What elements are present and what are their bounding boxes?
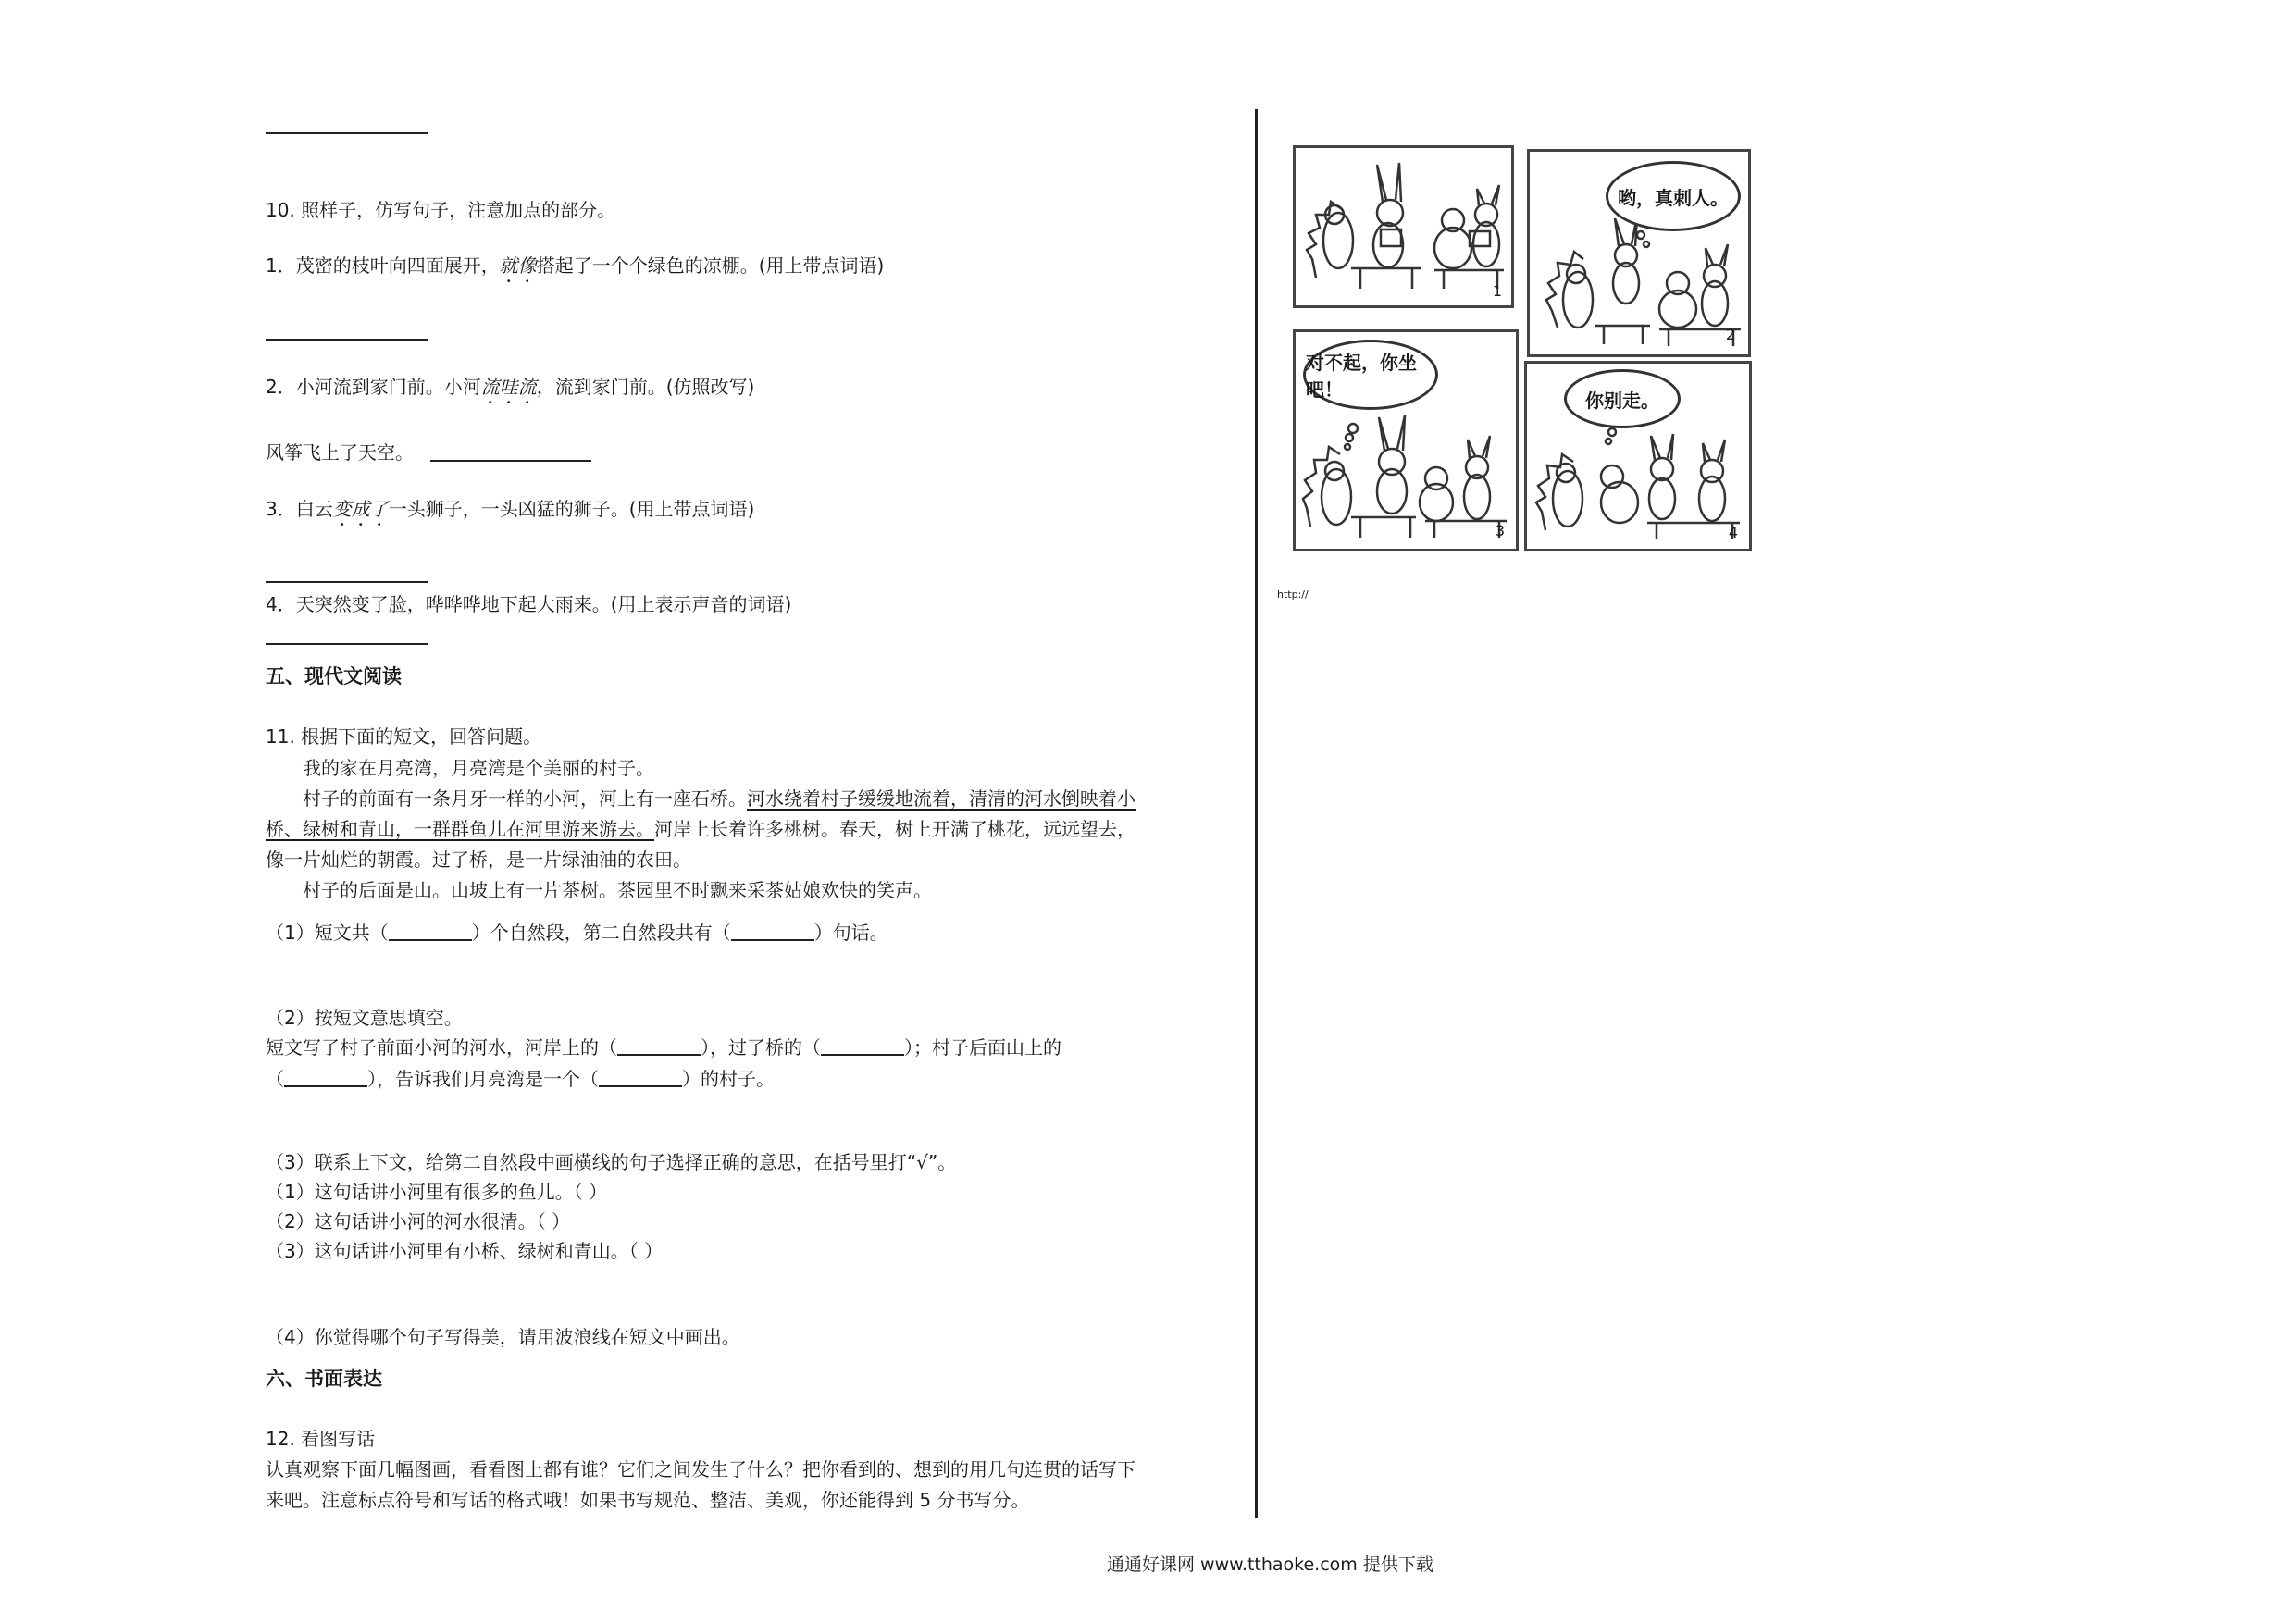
q10-item1-post: 搭起了一个个绿色的凉棚。(用上带点词语) bbox=[536, 254, 885, 277]
blank[interactable] bbox=[284, 1069, 367, 1087]
image-url-label: http:// bbox=[1277, 588, 1309, 601]
q10-item2-prompt bbox=[266, 439, 414, 466]
passage-p2-line3: 像一片灿烂的朝霞。过了桥，是一片绿油油的农田。 bbox=[266, 849, 691, 871]
speech-bubble bbox=[1303, 340, 1438, 410]
sq1-b: ）个自然段，第二自然段共有（ bbox=[471, 922, 731, 944]
q10-item1-pre: 1．茂密的枝叶向四面展开， bbox=[266, 254, 500, 277]
answer-line[interactable] bbox=[266, 643, 428, 645]
q10-item2-prompt-text: 风筝飞上了天空。 bbox=[266, 441, 414, 464]
q10-item2-post: ，流到家门前。(仿照改写) bbox=[536, 376, 755, 398]
sq2-l1-a: 短文写了村子前面小河的河水，河岸上的（ bbox=[266, 1036, 617, 1059]
sub-question-3-option-3: （3）这句话讲小河里有小桥、绿树和青山。（ ） bbox=[266, 1240, 664, 1262]
blank[interactable] bbox=[389, 923, 472, 941]
sub-question-2-line2 bbox=[266, 1065, 775, 1093]
passage-p2-b: 河岸上长着许多桃树。春天，树上开满了桃花，远远望去， bbox=[654, 818, 1136, 840]
passage-p1: 我的家在月亮湾，月亮湾是个美丽的村子。 bbox=[303, 757, 654, 779]
q10-item3 bbox=[266, 495, 754, 530]
passage-p2-line2 bbox=[266, 815, 1136, 843]
passage-p3: 村子的后面是山。山坡上有一片茶树。茶园里不时飘来采茶姑娘欢快的笑声。 bbox=[303, 879, 932, 901]
speech-bubble bbox=[1564, 369, 1681, 428]
sq2-l1-c: ）；村子后面山上的 bbox=[904, 1036, 1061, 1059]
sq2-l1-b: ），过了桥的（ bbox=[701, 1036, 821, 1059]
comic-panel-2 bbox=[1527, 149, 1751, 357]
sub-question-3-title: （3）联系上下文，给第二自然段中画横线的句子选择正确的意思，在括号里打“√”。 bbox=[266, 1151, 957, 1173]
comic-panel-4 bbox=[1524, 361, 1752, 551]
sq1-c: ）句话。 bbox=[813, 922, 888, 944]
answer-line[interactable] bbox=[430, 460, 591, 462]
sub-question-3-option-1: （1）这句话讲小河里有很多的鱼儿。（ ） bbox=[266, 1181, 608, 1203]
comic-panel-1 bbox=[1293, 145, 1514, 308]
panel-number: 3 bbox=[1495, 522, 1505, 539]
answer-line[interactable] bbox=[266, 339, 428, 341]
passage-p2-a: 村子的前面有一条月牙一样的小河，河上有一座石桥。 bbox=[303, 787, 747, 810]
section5-heading: 五、现代文阅读 bbox=[266, 665, 402, 688]
comic-panel-3 bbox=[1293, 329, 1519, 551]
comic-illustration-1 bbox=[1296, 148, 1511, 305]
q11-title: 11. 根据下面的短文，回答问题。 bbox=[266, 725, 542, 748]
q12-title: 12. 看图写话 bbox=[266, 1428, 376, 1450]
panel-number: 2 bbox=[1725, 326, 1735, 343]
speech-bubble-text: 哟，真刺人。 bbox=[1618, 186, 1729, 209]
sub-question-3-option-2: （2）这句话讲小河的河水很清。（ ） bbox=[266, 1210, 571, 1233]
sq2-l2-a: （ bbox=[266, 1068, 284, 1090]
underlined-sentence: 桥、绿树和青山，一群群鱼儿在河里游来游去。 bbox=[266, 818, 654, 840]
panel-number: 4 bbox=[1728, 524, 1738, 541]
q10-item2-pre: 2．小河流到家门前。小河 bbox=[266, 376, 481, 398]
sub-question-1 bbox=[266, 919, 888, 947]
column-divider bbox=[1255, 109, 1258, 1518]
blank[interactable] bbox=[821, 1037, 904, 1056]
q10-title: 10. 照样子，仿写句子，注意加点的部分。 bbox=[266, 199, 616, 221]
q10-item3-pre: 3．白云 bbox=[266, 498, 333, 520]
panel-number: 1 bbox=[1492, 282, 1502, 300]
sq2-l2-c: ）的村子。 bbox=[682, 1068, 775, 1090]
q12-instruction-line1: 认真观察下面几幅图画，看看图上都有谁？它们之间发生了什么？把你看到的、想到的用几句连贯的话写下 bbox=[266, 1458, 1136, 1481]
q12-instruction-line2: 来吧。注意标点符号和写话的格式哦！如果书写规范、整洁、美观，你还能得到 5 分书写分。 bbox=[266, 1489, 1030, 1511]
q10-item2 bbox=[266, 373, 754, 408]
sub-question-2-title: （2）按短文意思填空。 bbox=[266, 1007, 463, 1029]
blank[interactable] bbox=[617, 1037, 701, 1056]
speech-bubble bbox=[1606, 161, 1741, 231]
speech-bubble-text: 对不起，你坐吧！ bbox=[1306, 352, 1417, 401]
q10-item3-post: 一头狮子，一头凶猛的狮子。(用上带点词语) bbox=[388, 498, 755, 520]
section6-heading: 六、书面表达 bbox=[266, 1368, 382, 1390]
sub-question-4: （4）你觉得哪个句子写得美，请用波浪线在短文中画出。 bbox=[266, 1326, 740, 1348]
footer-credit: 通通好课网 www.tthaoke.com 提供下载 bbox=[1107, 1555, 1433, 1575]
speech-bubble-text: 你别走。 bbox=[1585, 389, 1659, 412]
blank[interactable] bbox=[599, 1069, 682, 1087]
blank[interactable] bbox=[731, 923, 814, 941]
sub-question-2-line1 bbox=[266, 1034, 1061, 1061]
answer-line[interactable] bbox=[266, 132, 428, 134]
answer-line[interactable] bbox=[266, 581, 428, 583]
q10-item1-dots: 就像 bbox=[499, 254, 537, 277]
sq1-a: （1）短文共（ bbox=[266, 922, 389, 944]
q10-item2-dots: 流哇流 bbox=[480, 376, 537, 398]
q10-item4: 4．天突然变了脸，哗哗哗地下起大雨来。(用上表示声音的词语) bbox=[266, 593, 792, 615]
passage-p2-line1 bbox=[303, 785, 1136, 812]
underlined-sentence: 河水绕着村子缓缓地流着，清清的河水倒映着小 bbox=[747, 787, 1136, 810]
sq2-l2-b: ），告诉我们月亮湾是一个（ bbox=[367, 1068, 599, 1090]
q10-item3-dots: 变成了 bbox=[332, 498, 389, 520]
q10-item1 bbox=[266, 252, 884, 287]
